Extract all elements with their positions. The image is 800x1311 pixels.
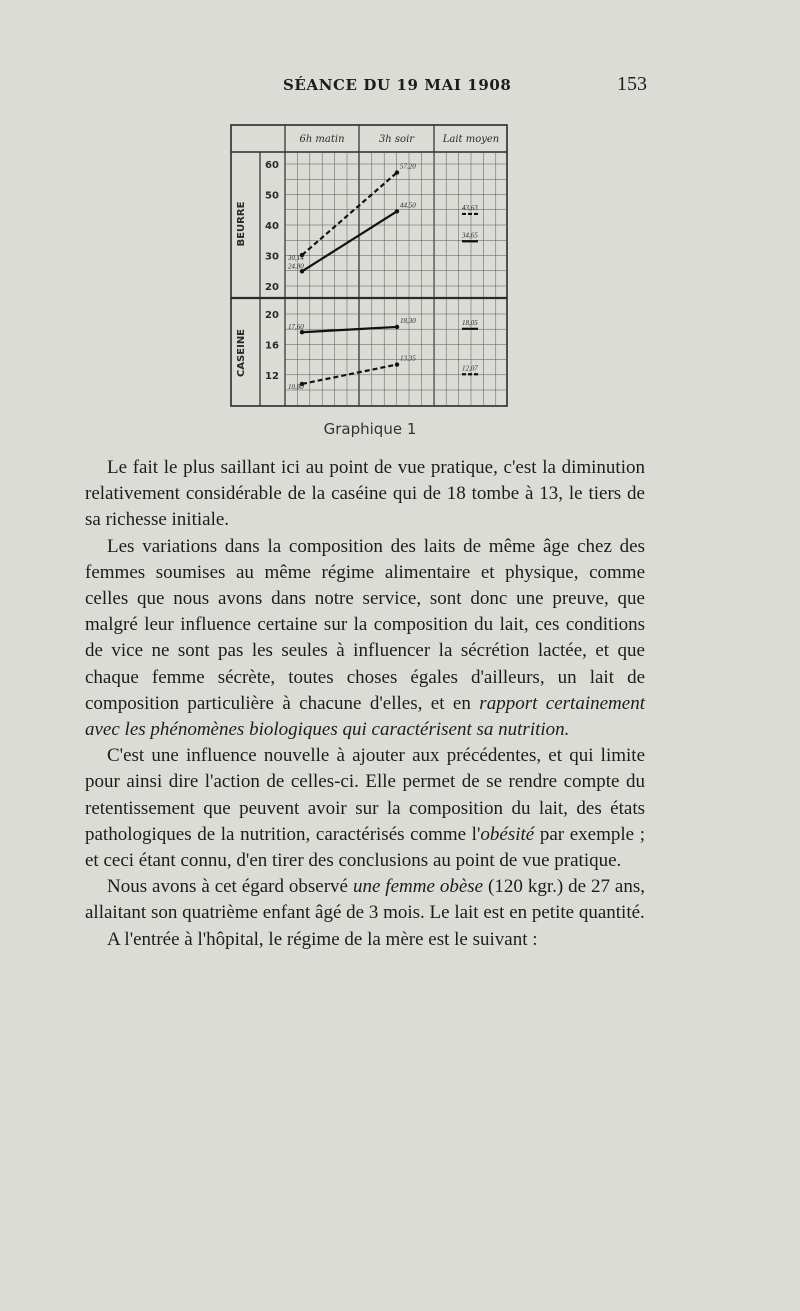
y-tick-label: 60 (265, 160, 279, 171)
series-line (302, 365, 397, 384)
series-line (302, 173, 397, 256)
data-point (395, 325, 399, 329)
y-tick-label: 20 (265, 282, 279, 293)
data-label: 24,80 (288, 262, 304, 271)
data-label: 10,80 (288, 382, 304, 391)
data-label: 17,60 (288, 323, 304, 332)
body-text (85, 455, 645, 953)
y-tick-label: 40 (265, 221, 279, 232)
y-tick-label: 12 (265, 370, 279, 382)
column-header: 3h soir (378, 134, 415, 145)
y-tick-label: 30 (265, 251, 279, 263)
page-header (0, 73, 800, 100)
column-header: 6h matin (299, 134, 345, 145)
y-tick-label: 16 (265, 340, 279, 352)
panel-label: CASEINE (236, 328, 247, 378)
paragraph-5: A l'entrée à l'hôpital, le régime de la mère est le suivant : (107, 928, 538, 950)
data-label: 34,65 (462, 231, 478, 240)
graphique-chart (230, 124, 510, 410)
data-point (395, 362, 399, 366)
data-label: 12,07 (462, 364, 478, 373)
paragraph-1: Le fait le plus saillant ici au point de vue pratique, c'est la diminution relativement considérable de la caséine qui de 18 tombe à 13, le tiers de sa richesse initiale. (85, 457, 645, 531)
paragraph-3: C'est une influence nouvelle à ajouter aux précédentes, et qui limite pour ainsi dire l'action de celles-ci. Elle permet de se rendre compte du retentissement que peuvent avoir sur la composition du lait, des états pathologiques de la nutrition, caractérisés comme l'obésité par exemple ; et ceci étant connu, d'en tirer des conclusions au point de vue pratique. (85, 745, 645, 872)
column-header: Lait moyen (442, 134, 500, 145)
data-label: 30,14 (288, 254, 304, 263)
data-label: 18,30 (400, 316, 416, 325)
data-label: 13,35 (400, 354, 416, 363)
panel-label: BEURRE (236, 201, 247, 247)
data-label: 18,05 (462, 318, 478, 327)
data-label: 44,50 (400, 201, 416, 210)
y-tick-label: 50 (265, 190, 279, 202)
chart-caption: Graphique 1 (323, 420, 417, 438)
data-label: 43,63 (462, 203, 478, 212)
data-label: 57,20 (400, 162, 416, 171)
y-tick-label: 20 (265, 310, 279, 321)
running-title: SÉANCE DU 19 MAI 1908 (283, 76, 512, 94)
page-number: 153 (617, 73, 647, 95)
data-point (395, 170, 399, 174)
data-point (395, 209, 399, 213)
paragraph-2: Les variations dans la composition des laits de même âge chez des femmes soumises au même régime alimentaire et physique, comme celles que nous avons dans notre service, sont donc une preuve, que malgré leur influence certaine sur la composition du lait, ces conditions de vice ne sont pas les seules à influencer la sécrétion lactée, et que chaque femme sécrète, toutes choses égales d'ailleurs, un lait de composition particulière à chacune d'elles, et en rapport certainement avec les phénomènes biologiques qui caractérisent sa nutrition. (85, 535, 645, 741)
series-line (302, 327, 397, 332)
paragraph-4: Nous avons à cet égard observé une femme obèse (120 kgr.) de 27 ans, allaitant son quatrième enfant âgé de 3 mois. Le lait est en petite quantité. (85, 876, 645, 924)
